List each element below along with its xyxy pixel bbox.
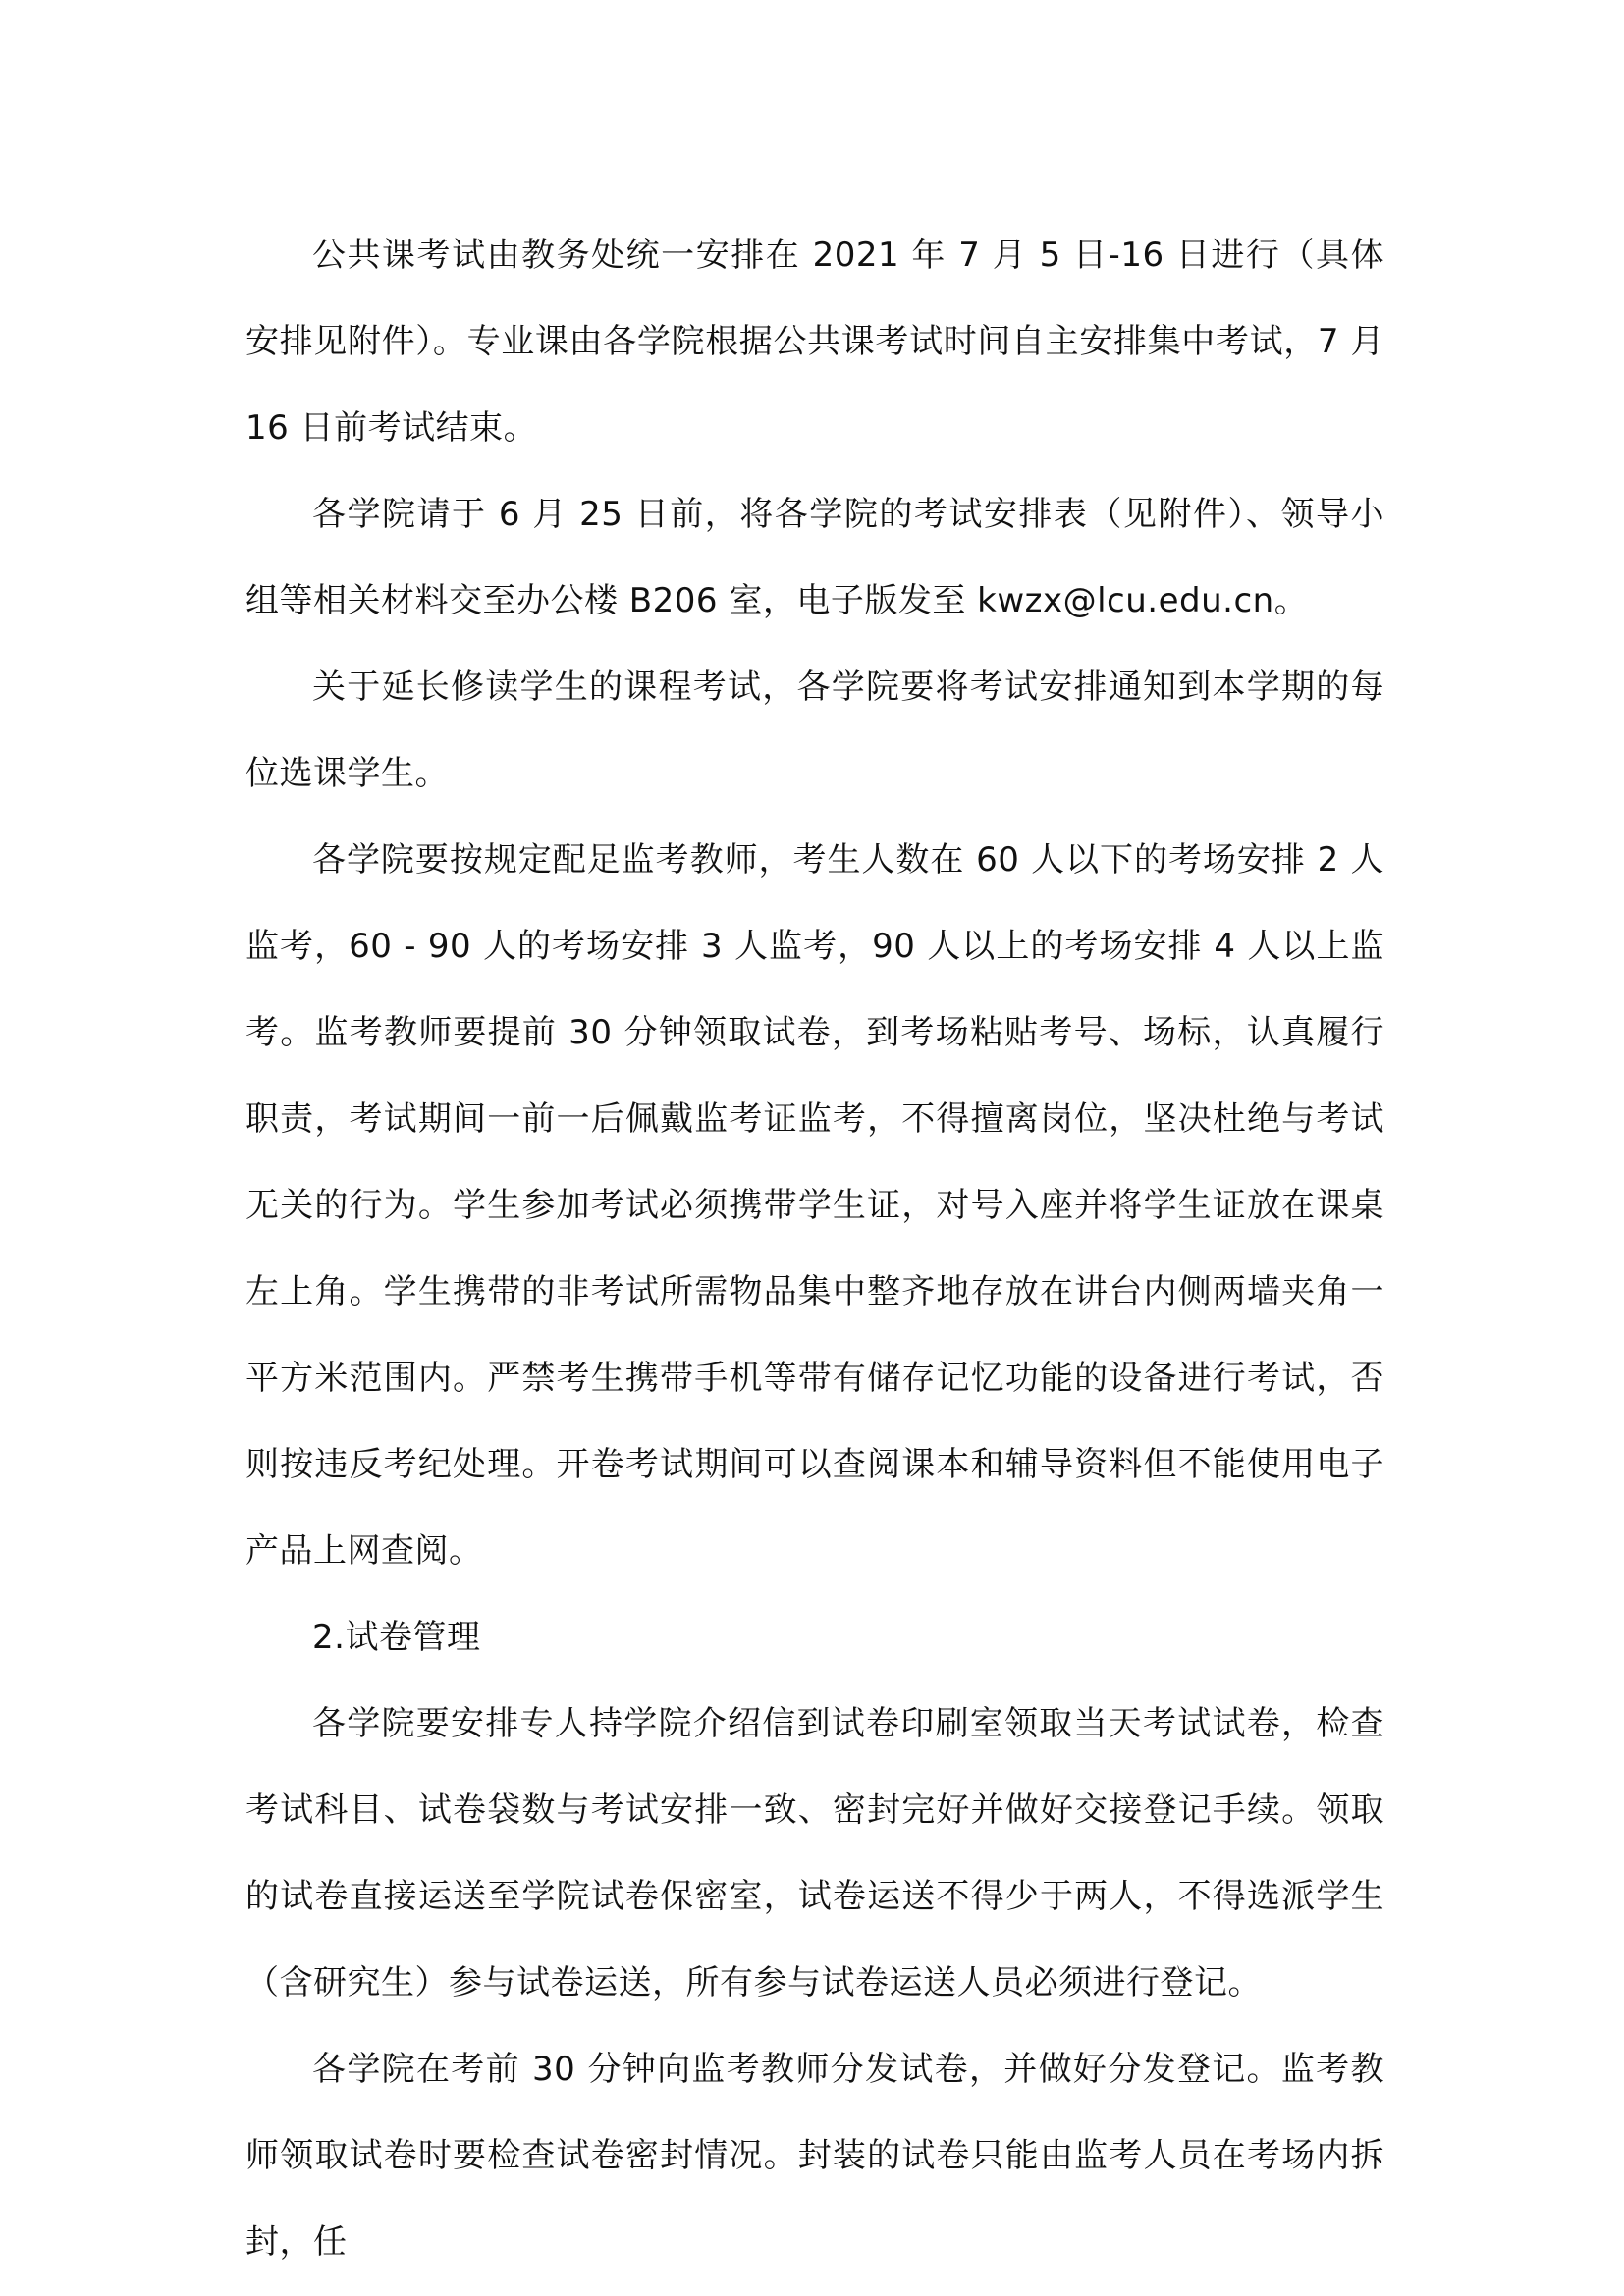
paragraph-paper-collection: 各学院要安排专人持学院介绍信到试卷印刷室领取当天考试试卷，检查考试科目、试卷袋数与考试安排一致、密封完好并做好交接登记手续。领取的试卷直接运送至学院试卷保密室，试卷运送不得少于两人，不得选派学生（含研究生）参与试卷运送，所有参与试卷运送人员必须进行登记。 — [245, 1704, 1384, 2002]
paragraph-submission-deadline: 各学院请于 6 月 25 日前，将各学院的考试安排表（见附件）、领导小组等相关材料交至办公楼 B206 室，电子版发至 kwzx@lcu.edu.cn。 — [245, 495, 1384, 620]
paragraph-invigilation-rules: 各学院要按规定配足监考教师，考生人数在 60 人以下的考场安排 2 人监考，60 - 90 人的考场安排 3 人监考，90 人以上的考场安排 4 人以上监考。监考教师要提前 30 分钟领取试卷，到考场粘贴考号、场标，认真履行职责，考试期间一前一后佩戴监考证监考，不得擅离岗位，坚决杜绝与考试无关的行为。学生参加考试必须携带学生证，对号入座并将学生证放在课桌左上角。学生携带的非考试所需物品集中整齐地存放在讲台内侧两墙夹角一平方米范围内。严禁考生携带手机等带有储存记忆功能的设备进行考试，否则按违反考纪处理。开卷考试期间可以查阅课本和辅导资料但不能使用电子产品上网查阅。 — [245, 840, 1384, 1571]
paragraph-exam-schedule: 公共课考试由教务处统一安排在 2021 年 7 月 5 日-16 日进行（具体安排见附件）。专业课由各学院根据公共课考试时间自主安排集中考试，7 月 16 日前考试结束。 — [245, 236, 1384, 448]
paragraph-paper-distribution: 各学院在考前 30 分钟向监考教师分发试卷，并做好分发登记。监考教师领取试卷时要检查试卷密封情况。封装的试卷只能由监考人员在考场内拆封，任 — [245, 2050, 1384, 2262]
section-heading-paper-management: 2.试卷管理 — [312, 1618, 481, 1657]
paragraph-extended-study-exams: 关于延长修读学生的课程考试，各学院要将考试安排通知到本学期的每位选课学生。 — [245, 667, 1384, 793]
document-body — [245, 212, 1384, 2285]
